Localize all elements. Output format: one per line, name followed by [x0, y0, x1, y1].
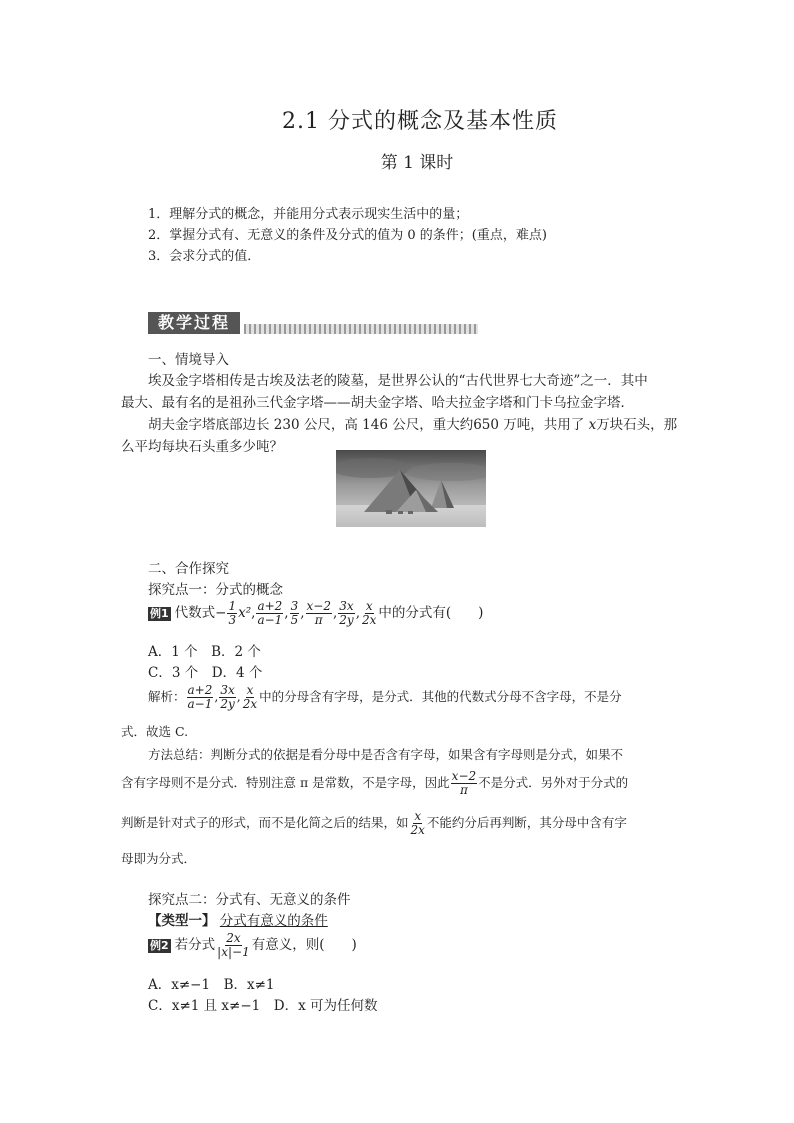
method-line3-b: 不能约分后再判断，其分母中含有字: [426, 815, 627, 830]
frac-den: 3: [228, 613, 237, 627]
frac-den: 2x: [410, 823, 425, 837]
frac-num: x−2: [451, 769, 477, 783]
analysis-frac-c: [242, 684, 258, 711]
objective-1: 1．理解分式的概念，并能用分式表示现实生活中的量；: [148, 207, 469, 222]
frac-den: π: [314, 613, 323, 627]
frac-num: 3: [290, 599, 299, 613]
part1-para2-line2: 么平均每块石头重多少吨？: [121, 439, 283, 455]
method-line2-a: 含有字母则不是分式．特别注意 π 是常数，不是字母，因此: [121, 775, 450, 790]
example-2-options-ab: A．x≠−1 B．x≠1: [148, 977, 275, 993]
analysis-text: 中的分母含有字母，是分式．其他的代数式分母不含字母，不是分: [259, 689, 622, 704]
frac-num: x−2: [306, 599, 331, 613]
analysis-label: 解析：: [148, 689, 186, 704]
example-2-question: [148, 932, 357, 959]
fraction-3-5: [290, 600, 300, 627]
point2-heading: 探究点二：分式有、无意义的条件: [148, 892, 351, 908]
example-1-badge: 例1: [150, 607, 169, 620]
part1-para1-line2: 最大、最有名的是祖孙三代金字塔——胡夫金字塔、哈夫拉金字塔和门卡乌拉金字塔．: [121, 395, 634, 411]
frac-num: 1: [228, 599, 237, 613]
frac-den: 2x: [362, 613, 377, 627]
example-1-prefix: 代数式−: [174, 605, 227, 621]
section-banner-dots: [244, 324, 478, 334]
objective-2: 2．掌握分式有、无意义的条件及分式的值为 0 的条件；(重点，难点): [148, 228, 547, 243]
point1-heading: 探究点一：分式的概念: [148, 582, 283, 598]
part2-heading: 二、合作探究: [148, 561, 229, 577]
part1-para2-text-a: 胡夫金字塔底部边长 230 公尺，高 146 公尺，重大约650 万吨，共用了: [148, 417, 585, 433]
objective-3: 3．会求分式的值．: [148, 249, 261, 264]
fraction-3x-2y: [338, 600, 354, 627]
example-2-prefix: 若分式: [174, 937, 216, 953]
fraction-x-2x: [361, 600, 377, 627]
fraction-a-plus-2: [256, 600, 283, 627]
analysis-frac-a: [187, 684, 214, 711]
frac-num: x: [414, 809, 422, 823]
method-line1: 方法总结：判断分式的依据是看分母中是否含有字母，如果含有字母则是分式，如果不: [148, 747, 624, 762]
example-1-options-cd: C．3 个 D．4 个: [148, 665, 263, 681]
frac-den: π: [459, 783, 468, 797]
pyramids-photo: [336, 450, 486, 527]
part1-para2-text-b: 万块石头，那: [596, 417, 678, 433]
analysis-line2: 式．故选 C.: [121, 724, 189, 739]
method-line3-a: 判断是针对式子的形式，而不是化简之后的结果，如: [121, 815, 409, 830]
part1-para2-line1: [148, 413, 677, 433]
example-2-options-cd: C．x≠1 且 x≠−1 D．x 可为任何数: [148, 998, 378, 1014]
frac-den: 2x: [242, 697, 258, 711]
frac-num: x: [246, 683, 254, 697]
pyramids-illustration: [336, 450, 486, 527]
frac-den: 2y: [339, 613, 354, 627]
frac-den: |x|−1: [217, 945, 250, 959]
frac-den: a−1: [257, 613, 283, 627]
frac-den: a−1: [187, 697, 213, 711]
example-1-question: 例1 代数式− $\frac{1}{3}$ x², $\frac{a+2}{a-1}$ , $\frac{3}{5}$ , $\frac{x-2}{\pi}$ , $\frac{3x}{2y}$ , $\frac{x}{2x}$ 中的分式有( ): [150, 599, 484, 627]
method-frac-x-minus-2-pi: [451, 770, 477, 797]
frac-den: 5: [290, 613, 299, 627]
analysis-line1: 解析： $\frac{a+2}{a-1}$ , $\frac{3x}{2y}$ , $\frac{x}{2x}$ 中的分母含有字母，是分式．其他的代数式分母不含字母，不是分: [148, 683, 622, 711]
example-1-options-ab: A．1 个 B．2 个: [148, 644, 261, 660]
section-banner-label: 教学过程: [148, 312, 240, 334]
method-line4: 母即为分式．: [121, 851, 197, 866]
method-frac-x-2x: [410, 810, 426, 837]
example-2-badge: 例2: [150, 939, 169, 952]
page-title: 2.1 分式的概念及基本性质: [282, 109, 558, 134]
analysis-frac-b: [219, 684, 235, 711]
part1-para2-var: x: [588, 417, 597, 433]
frac-num: x: [365, 599, 373, 613]
fraction-1-3: [227, 600, 237, 627]
part1-heading: 一、情境导入: [148, 352, 229, 368]
type1-bracket: 【类型一】: [148, 913, 216, 929]
x-squared: x²: [238, 605, 252, 621]
page-subtitle: 第 1 课时: [380, 153, 454, 173]
frac-num: 2x: [226, 931, 241, 945]
frac-num: a+2: [187, 683, 213, 697]
fraction-2x-abs: [216, 932, 251, 959]
part1-para1-line1: 埃及金字塔相传是古埃及法老的陵墓，是世界公认的“古代世界七大奇迹”之一．其中: [148, 373, 648, 389]
method-line2: [121, 770, 628, 797]
frac-num: 3x: [339, 599, 354, 613]
frac-num: a+2: [257, 599, 283, 613]
example-1-suffix: 中的分式有( ): [378, 605, 484, 621]
method-line2-b: 不是分式．另外对于分式的: [478, 775, 629, 790]
section-banner: [148, 312, 478, 336]
frac-den: 2y: [220, 697, 235, 711]
type1-title: 分式有意义的条件: [219, 913, 328, 929]
method-line3: [121, 810, 627, 837]
fraction-x-minus-2-pi: [306, 600, 332, 627]
example-2-suffix: 有意义，则( ): [251, 937, 357, 953]
type1-heading: [148, 909, 328, 929]
frac-num: 3x: [220, 683, 235, 697]
